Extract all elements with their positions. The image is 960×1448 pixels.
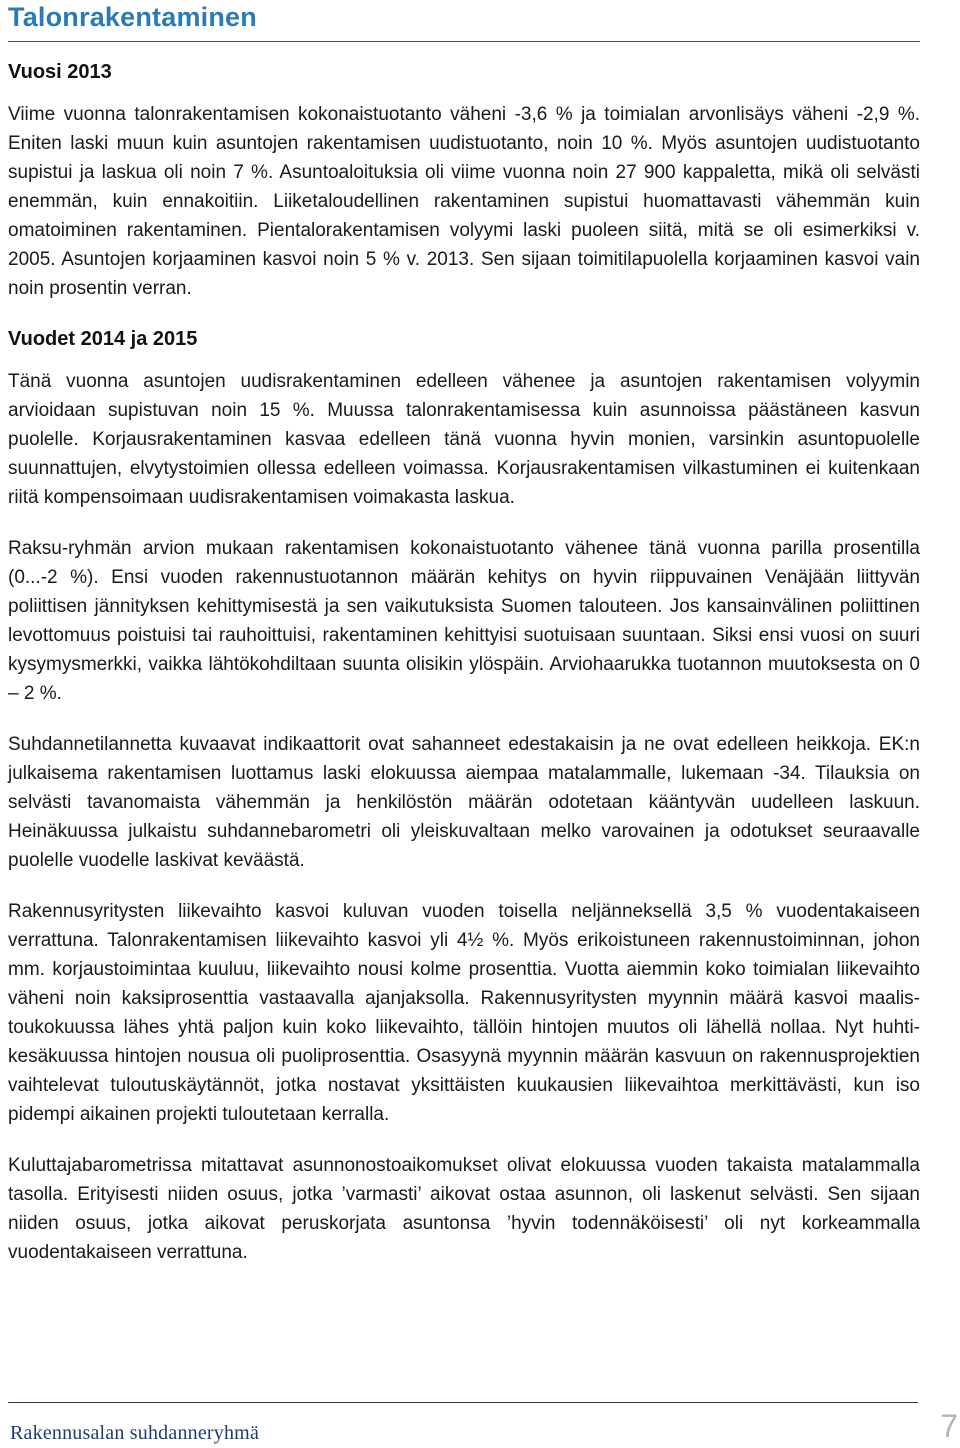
- document-page: [8, 0, 920, 1267]
- section-2014-2015: [8, 327, 920, 1267]
- section-2013: [8, 60, 920, 303]
- paragraph: Suhdannetilannetta kuvaavat indikaattorit ovat sahanneet edestakaisin ja ne ovat edelleen heikkoja. EK:n julkaisema rakentamisen luottamus laski elokuussa aiempaa matalammalle, lukemaan -34. Tilauksia on selvästi tavanomaista vähemmän ja henkilöstön määrän odotetaan kääntyvän uudelleen laskuun. Heinäkuussa julkaistu suhdannebarometri oli yleiskuvaltaan melko varovainen ja odotukset seuraavalle puolelle vuodelle laskivat keväästä.: [8, 734, 920, 871]
- paragraph: Tänä vuonna asuntojen uudisrakentaminen edelleen vähenee ja asuntojen rakentamisen volyymin arvioidaan supistuvan noin 15 %. Muussa talonrakentamisessa kuin asunnoissa päästäneen kasvun puolelle. Korjausrakentaminen kasvaa edelleen tänä vuonna hyvin monien, varsinkin asuntopuolelle suunnattujen, elvytystoimien ollessa edelleen voimassa. Korjausrakentamisen vilkastuminen ei kuitenkaan riitä kompensoimaan uudisrakentamisen voimakasta laskua.: [8, 371, 920, 508]
- footer-divider: [8, 1402, 918, 1403]
- page-number: 7: [940, 1408, 958, 1444]
- paragraph: Viime vuonna talonrakentamisen kokonaistuotanto väheni -3,6 % ja toimialan arvonlisäys väheni -2,9 %. Eniten laski muun kuin asuntojen rakentamisen uudistuotanto, noin 10 %. Myös asuntojen uudistuotanto supistui ja laskua oli noin 7 %. Asuntoaloituksia oli viime vuonna noin 27 900 kappaletta, mikä oli selvästi enemmän, kuin ennakoitiin. Liiketaloudellinen rakentaminen supistui huomattavasti vähemmän kuin omatoiminen rakentaminen. Pientalorakentamisen volyymi laski puoleen siitä, mitä se oli esimerkiksi v. 2005. Asuntojen korjaaminen kasvoi noin 5 % v. 2013. Sen sijaan toimitilapuolella korjaaminen kasvoi vain noin prosentin verran.: [8, 104, 920, 299]
- page-footer: [8, 1402, 958, 1448]
- page-title: Talonrakentaminen: [8, 2, 257, 32]
- section-heading: Vuodet 2014 ja 2015: [8, 328, 198, 350]
- paragraph: Raksu-ryhmän arvion mukaan rakentamisen kokonaistuotanto vähenee tänä vuonna parilla prosentilla (0...-2 %). Ensi vuoden rakennustuotannon määrän kehitys on hyvin riippuvainen Venäjään liittyvän poliittisen jännityksen kehittymisestä ja sen vaikutuksista Suomen talouteen. Jos kansainvälinen poliittinen levottomuus poistuisi tai rauhoittuisi, rakentaminen kehittyisi suotuisaan suuntaan. Siksi ensi vuosi on suuri kysymysmerkki, vaikka lähtökohdiltaan suunta olisikin ylöspäin. Arviohaarukka tuotannon muutoksesta on 0 – 2 %.: [8, 538, 920, 704]
- paragraph: Rakennusyritysten liikevaihto kasvoi kuluvan vuoden toisella neljänneksellä 3,5 % vuodentakaiseen verrattuna. Talonrakentamisen liikevaihto kasvoi yli 4½ %. Myös erikoistuneen rakennustoiminnan, johon mm. korjaustoimintaa kuuluu, liikevaihto nousi kolme prosenttia. Vuotta aiemmin koko toimialan liikevaihto väheni noin kaksiprosenttia vastaavalla ajanjaksolla. Rakennusyritysten myynnin määrä kasvoi maalis-toukokuussa lähes yhtä paljon kuin koko liikevaihto, tällöin hintojen muutos oli lähellä nollaa. Nyt huhti-kesäkuussa hintojen nousua oli puoliprosenttia. Osasyynä myynnin määrän kasvuun on rakennusprojektien vaihtelevat tuloutuskäytännöt, jotka nostavat yksittäisten kuukausien liikevaihtoa merkittävästi, kun iso pidempi aikainen projekti tuloutetaan kerralla.: [8, 901, 920, 1125]
- paragraph: Kuluttajabarometrissa mitattavat asunnonostoaikomukset olivat elokuussa vuoden takaista matalammalla tasolla. Erityisesti niiden osuus, jotka ’varmasti’ aikovat ostaa asunnon, oli laskenut selvästi. Sen sijaan niiden osuus, jotka aikovat peruskorjata asuntonsa ’hyvin todennäköisesti’ oli nyt korkeammalla vuodentakaiseen verrattuna.: [8, 1155, 920, 1263]
- footer-organization: Rakennusalan suhdanneryhmä: [10, 1422, 260, 1444]
- section-heading: Vuosi 2013: [8, 61, 112, 83]
- title-divider: [8, 41, 920, 42]
